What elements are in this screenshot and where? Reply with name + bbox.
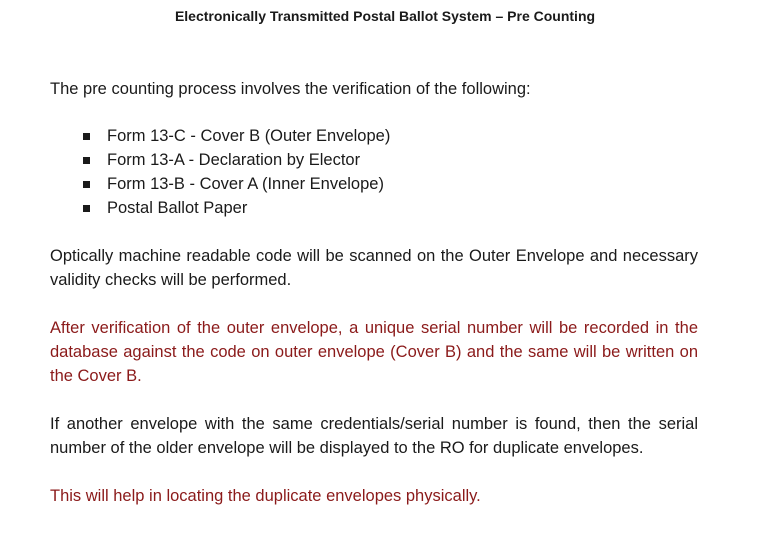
slide-title: Electronically Transmitted Postal Ballot System – Pre Counting <box>174 8 596 24</box>
list-item <box>83 172 390 196</box>
list-item <box>83 124 390 148</box>
optical-scan-paragraph: Optically machine readable code will be scanned on the Outer Envelope and necessary validity checks will be performed. <box>50 247 698 289</box>
square-bullet-icon <box>83 181 90 188</box>
list-item-text: Form 13-A - Declaration by Elector <box>107 151 361 169</box>
square-bullet-icon <box>83 133 90 140</box>
list-item-text: Form 13-B - Cover A (Inner Envelope) <box>107 175 384 193</box>
form-list <box>83 124 390 220</box>
serial-number-paragraph: After verification of the outer envelope, a unique serial number will be recorded in the database against the code on outer envelope (Cover B) and the same will be written on the Cover B. <box>50 319 698 385</box>
locating-duplicates-note: This will help in locating the duplicate envelopes physically. <box>50 487 481 505</box>
list-item <box>83 148 390 172</box>
intro-text: The pre counting process involves the verification of the following: <box>50 80 531 98</box>
square-bullet-icon <box>83 157 90 164</box>
list-item-text: Form 13-C - Cover B (Outer Envelope) <box>107 127 391 145</box>
list-item <box>83 196 390 220</box>
square-bullet-icon <box>83 205 90 212</box>
list-item-text: Postal Ballot Paper <box>107 199 248 217</box>
duplicate-envelope-paragraph: If another envelope with the same credentials/serial number is found, then the serial number of the older envelope will be displayed to the RO for duplicate envelopes. <box>50 415 698 457</box>
